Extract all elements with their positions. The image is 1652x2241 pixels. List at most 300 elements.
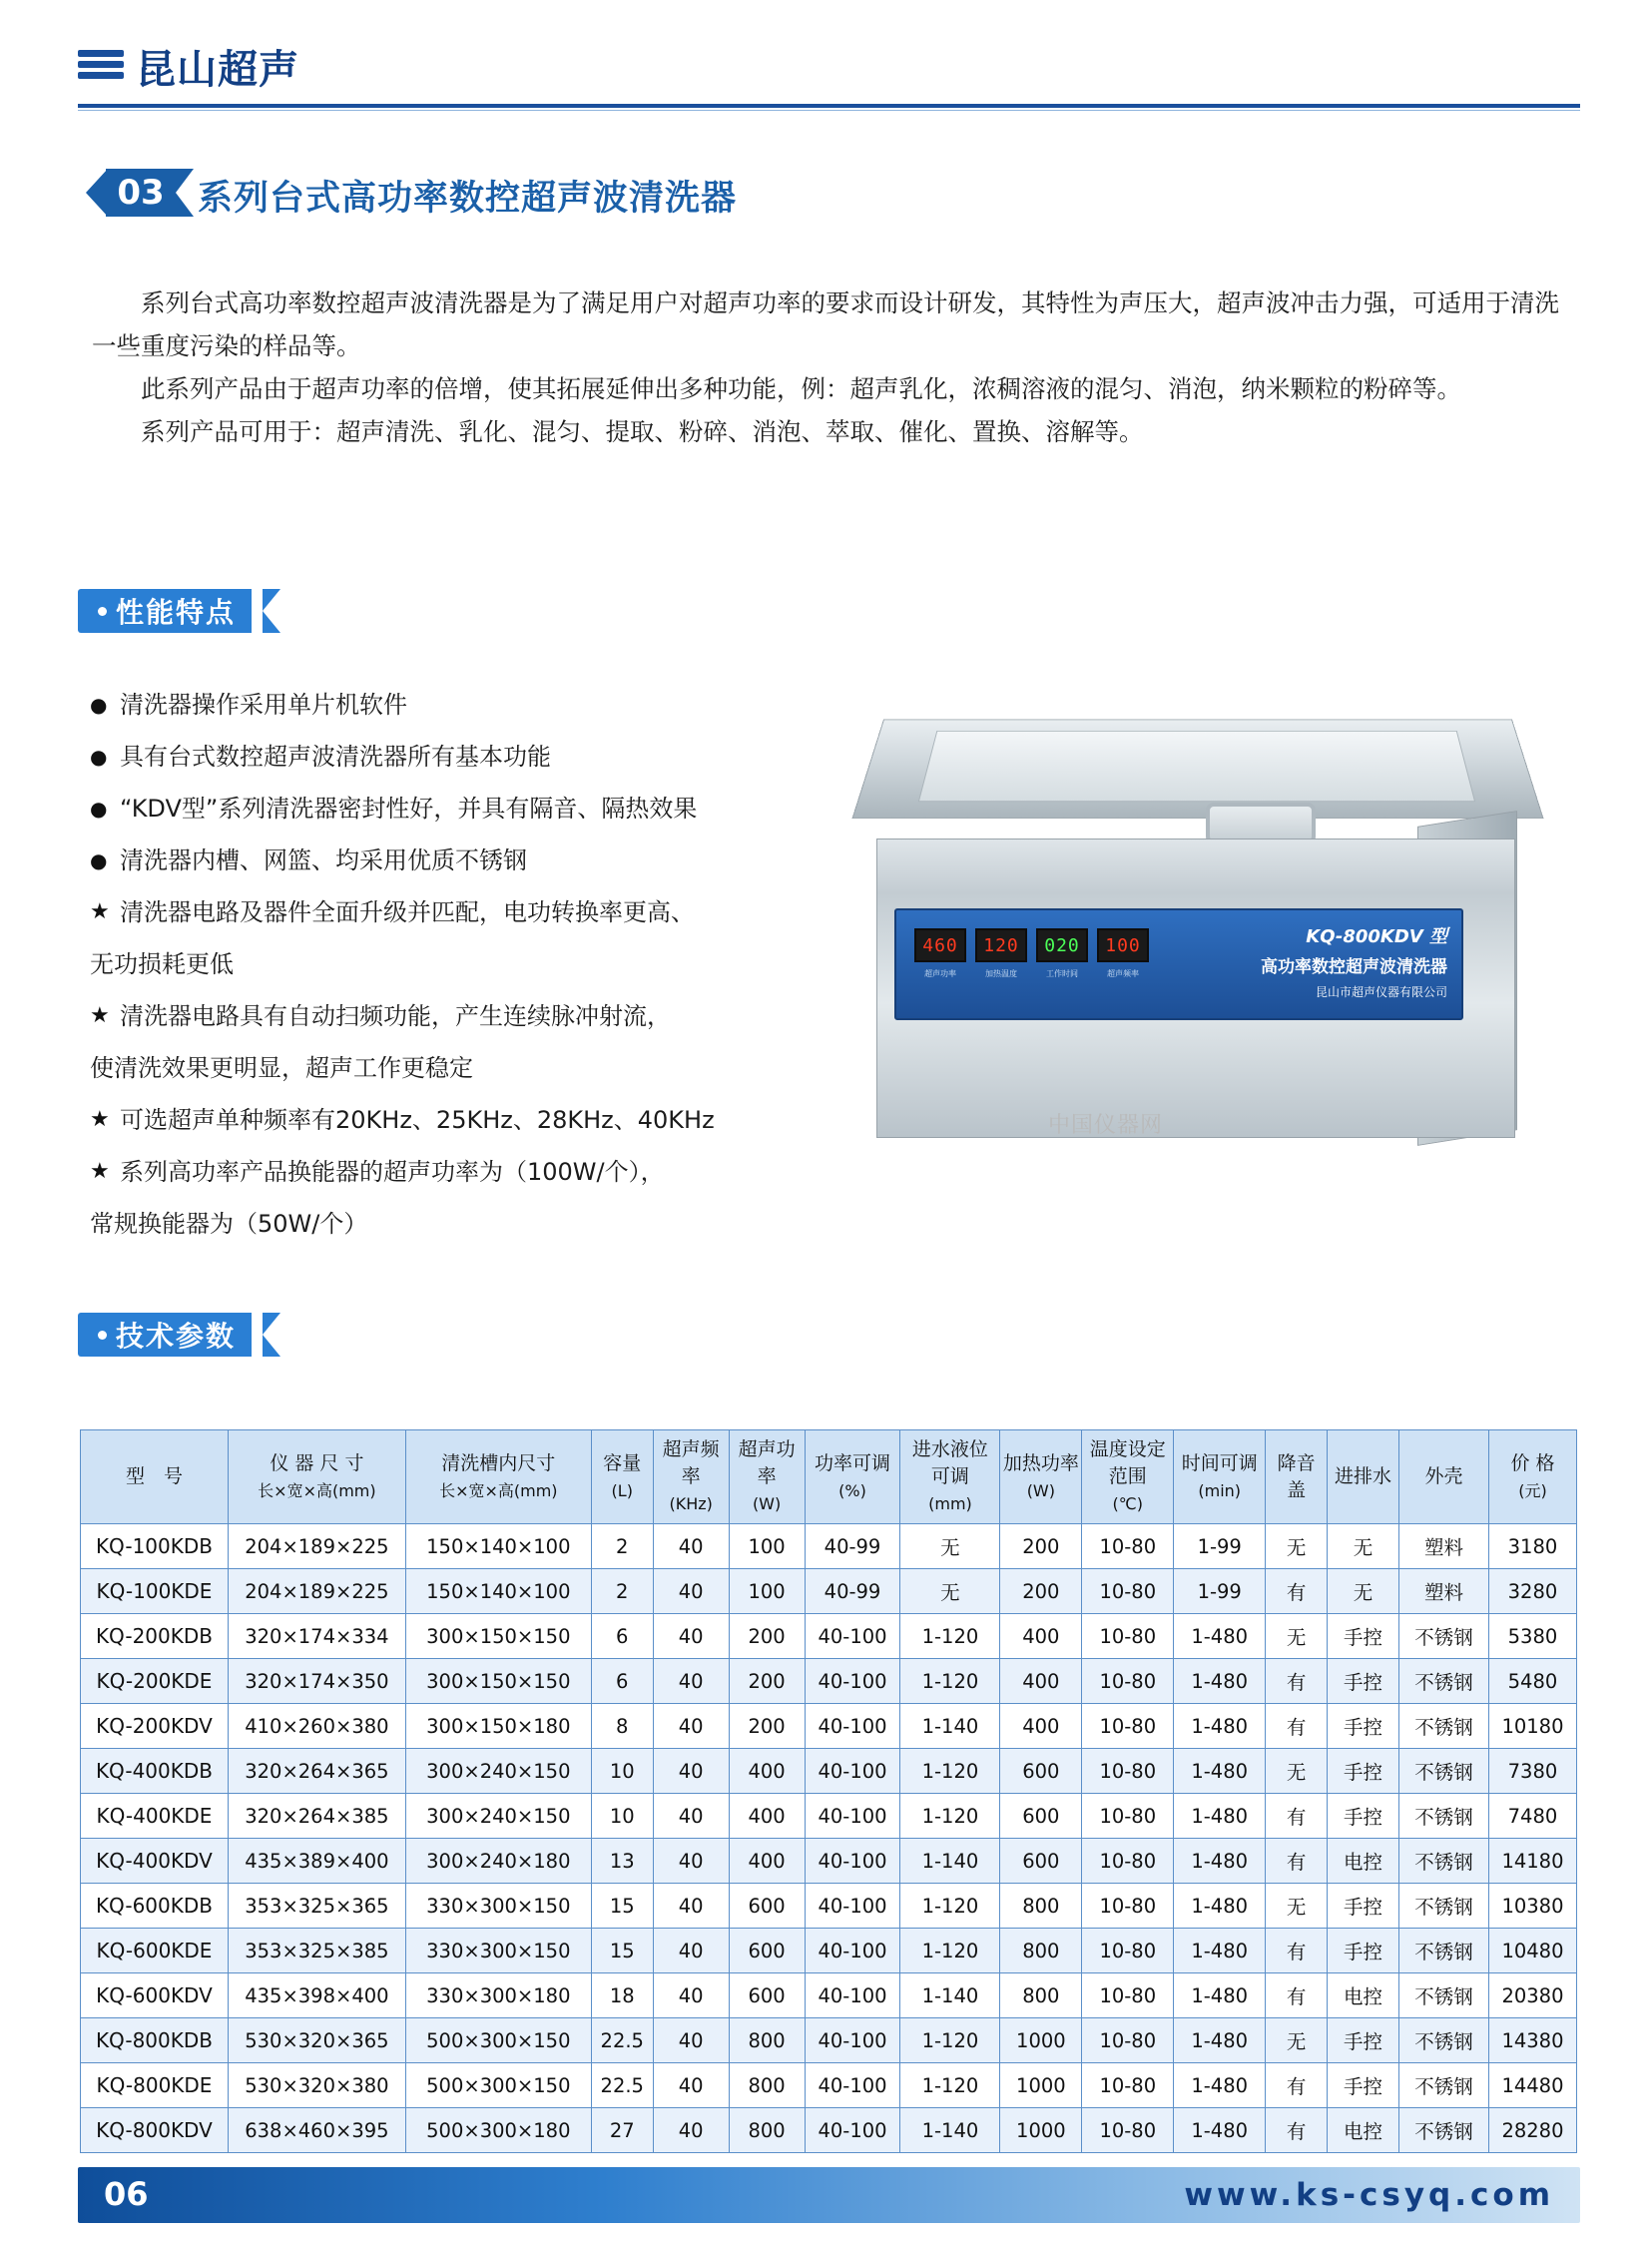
table-cell: 40 (653, 2018, 729, 2063)
table-cell: 40 (653, 2108, 729, 2153)
table-cell: 1-120 (900, 1659, 1000, 1704)
table-cell-model: KQ-400KDV (81, 1839, 229, 1884)
bullet-icon: ● (90, 693, 108, 717)
table-cell-model: KQ-200KDB (81, 1614, 229, 1659)
feature-text: 可选超声单种频率有20KHz、25KHz、28KHz、40KHz (120, 1106, 715, 1134)
table-cell: 不锈钢 (1398, 1839, 1488, 1884)
star-bullet-icon: ★ (90, 899, 110, 924)
params-heading-label: 技术参数 (116, 1320, 237, 1353)
table-cell: 10180 (1488, 1704, 1576, 1749)
table-cell: 800 (729, 2018, 805, 2063)
star-bullet-icon: ★ (90, 1107, 110, 1132)
table-cell: 14480 (1488, 2063, 1576, 2108)
table-cell: 800 (1000, 1884, 1082, 1929)
table-header-row (81, 1430, 1577, 1524)
table-cell: 6 (591, 1614, 653, 1659)
table-cell: 1-480 (1174, 1839, 1266, 1884)
header-divider-thin (78, 110, 1580, 111)
table-cell: 200 (1000, 1569, 1082, 1614)
table-row (81, 2063, 1577, 2108)
table-cell: 40 (653, 1839, 729, 1884)
footer-website: www.ks-csyq.com (1184, 2177, 1554, 2213)
table-cell: 有 (1266, 1929, 1328, 1973)
col-tank-size: 清洗槽内尺寸 长×宽×高(mm) (405, 1430, 591, 1524)
table-cell: 353×325×385 (228, 1929, 405, 1973)
table-cell: 有 (1266, 2108, 1328, 2153)
table-cell: 电控 (1328, 2108, 1399, 2153)
table-cell: 40-100 (805, 2063, 900, 2108)
table-cell: 1-480 (1174, 1929, 1266, 1973)
table-cell: 200 (1000, 1524, 1082, 1569)
table-cell: 不锈钢 (1398, 1973, 1488, 2018)
product-control-panel (894, 908, 1463, 1020)
table-cell: 10 (591, 1749, 653, 1794)
table-cell-model: KQ-100KDB (81, 1524, 229, 1569)
feature-text: 清洗器电路及器件全面升级并匹配，电功转换率更高、 (120, 898, 695, 926)
feature-item (90, 886, 888, 938)
table-cell: 10-80 (1082, 2018, 1174, 2063)
feature-item (90, 1094, 888, 1146)
table-cell: 40 (653, 1929, 729, 1973)
col-price: 价 格 (元) (1488, 1430, 1576, 1524)
feature-text: 清洗器电路具有自动扫频功能，产生连续脉冲射流， (120, 1002, 671, 1030)
table-cell: 3180 (1488, 1524, 1576, 1569)
feature-item (90, 990, 888, 1042)
table-cell: 不锈钢 (1398, 1614, 1488, 1659)
table-cell: 14180 (1488, 1839, 1576, 1884)
features-heading-tail (263, 589, 280, 633)
table-cell: 1-140 (900, 2108, 1000, 2153)
table-cell: 有 (1266, 1794, 1328, 1839)
banner-number-tail (176, 169, 194, 217)
table-cell: 10-80 (1082, 2063, 1174, 2108)
table-cell: 300×150×150 (405, 1614, 591, 1659)
table-cell: 40-100 (805, 1929, 900, 1973)
table-cell: 330×300×150 (405, 1884, 591, 1929)
table-cell: 无 (1328, 1524, 1399, 1569)
table-cell: 1-120 (900, 1614, 1000, 1659)
table-cell: 不锈钢 (1398, 2018, 1488, 2063)
table-cell-model: KQ-400KDE (81, 1794, 229, 1839)
intro-paragraph-2: 此系列产品由于超声功率的倍增，使其拓展延伸出多种功能，例：超声乳化，浓稠溶液的混匀、消泡，纳米颗粒的粉碎等。 (141, 374, 1461, 403)
table-cell: 1-99 (1174, 1524, 1266, 1569)
params-heading-tail (263, 1313, 280, 1357)
table-cell: 150×140×100 (405, 1569, 591, 1614)
table-cell: 5480 (1488, 1659, 1576, 1704)
table-row (81, 1749, 1577, 1794)
panel-branding (1261, 922, 1447, 1000)
feature-item (90, 731, 888, 783)
table-cell: 10-80 (1082, 1524, 1174, 1569)
feature-item (90, 835, 888, 886)
feature-text: 清洗器操作采用单片机软件 (120, 691, 407, 719)
table-row (81, 1929, 1577, 1973)
table-cell-model: KQ-100KDE (81, 1569, 229, 1614)
table-cell: 10380 (1488, 1884, 1576, 1929)
table-cell: 40 (653, 1749, 729, 1794)
table-cell: 10-80 (1082, 1884, 1174, 1929)
table-cell: 手控 (1328, 1749, 1399, 1794)
table-cell: 600 (729, 1884, 805, 1929)
table-cell: 电控 (1328, 1973, 1399, 2018)
table-cell: 400 (1000, 1614, 1082, 1659)
display-heating-temp: 120 (975, 928, 1027, 962)
table-cell: 40-100 (805, 1973, 900, 2018)
table-cell: 塑料 (1398, 1524, 1488, 1569)
table-cell: 40-100 (805, 1704, 900, 1749)
table-cell: 无 (1266, 2018, 1328, 2063)
table-cell: 100 (729, 1569, 805, 1614)
table-cell: 1-480 (1174, 2108, 1266, 2153)
table-cell: 10-80 (1082, 2108, 1174, 2153)
col-temp-range: 温度设定范围 (℃) (1082, 1430, 1174, 1524)
table-cell: 手控 (1328, 1659, 1399, 1704)
table-row (81, 1704, 1577, 1749)
table-cell: 18 (591, 1973, 653, 2018)
bullet-dot-icon (98, 1331, 107, 1340)
table-cell: 1-120 (900, 1884, 1000, 1929)
table-cell: 无 (1266, 1884, 1328, 1929)
table-cell: 400 (729, 1839, 805, 1884)
table-cell: 1000 (1000, 2063, 1082, 2108)
table-cell: 1-140 (900, 1704, 1000, 1749)
table-row (81, 1614, 1577, 1659)
table-row (81, 2108, 1577, 2153)
watermark-text: 中国仪器网 (1048, 1113, 1164, 1138)
feature-subline: 常规换能器为（50W/个） (90, 1210, 368, 1238)
table-cell: 1-140 (900, 1973, 1000, 2018)
table-cell-model: KQ-200KDV (81, 1704, 229, 1749)
table-row (81, 1524, 1577, 1569)
table-cell: 100 (729, 1524, 805, 1569)
table-cell: 800 (1000, 1929, 1082, 1973)
table-cell: 无 (1266, 1524, 1328, 1569)
table-cell: 塑料 (1398, 1569, 1488, 1614)
table-cell: 400 (729, 1794, 805, 1839)
table-cell: 40 (653, 1884, 729, 1929)
table-row (81, 1659, 1577, 1704)
table-cell: 10-80 (1082, 1929, 1174, 1973)
product-lid-inner (918, 731, 1475, 802)
table-cell: 10-80 (1082, 1614, 1174, 1659)
col-water-inout: 进排水 (1328, 1430, 1399, 1524)
table-cell: 530×320×380 (228, 2063, 405, 2108)
table-cell: 800 (1000, 1973, 1082, 2018)
table-cell: 1-120 (900, 1794, 1000, 1839)
table-cell-model: KQ-800KDB (81, 2018, 229, 2063)
table-cell: 不锈钢 (1398, 1749, 1488, 1794)
brand-logo (78, 38, 299, 95)
table-cell-model: KQ-600KDV (81, 1973, 229, 2018)
table-row (81, 2018, 1577, 2063)
table-cell: 15 (591, 1929, 653, 1973)
spec-table (80, 1429, 1577, 2153)
feature-item (90, 783, 888, 835)
table-cell: 40-99 (805, 1524, 900, 1569)
table-cell: 1-99 (1174, 1569, 1266, 1614)
table-cell: 1-140 (900, 1839, 1000, 1884)
banner-number: 03 (106, 169, 176, 217)
table-cell: 40-100 (805, 1794, 900, 1839)
header-divider (78, 104, 1580, 108)
table-cell: 204×189×225 (228, 1524, 405, 1569)
label-frequency: 超声频率 (1107, 969, 1139, 978)
table-cell: 300×240×180 (405, 1839, 591, 1884)
display-working-time: 020 (1036, 928, 1088, 962)
table-cell: 1-480 (1174, 1704, 1266, 1749)
table-cell: 40 (653, 2063, 729, 2108)
table-cell: 22.5 (591, 2018, 653, 2063)
table-cell: 435×398×400 (228, 1973, 405, 2018)
feature-item (90, 1146, 888, 1198)
features-heading-ribbon (78, 589, 252, 633)
label-ultrasonic-power: 超声功率 (924, 969, 956, 978)
table-cell: 500×300×180 (405, 2108, 591, 2153)
table-cell: 638×460×395 (228, 2108, 405, 2153)
table-cell: 300×150×180 (405, 1704, 591, 1749)
table-cell: 320×174×334 (228, 1614, 405, 1659)
table-cell: 40 (653, 1659, 729, 1704)
footer-bar (78, 2167, 1580, 2223)
table-cell: 7480 (1488, 1794, 1576, 1839)
table-cell: 150×140×100 (405, 1524, 591, 1569)
table-cell: 不锈钢 (1398, 2063, 1488, 2108)
table-cell: 手控 (1328, 1884, 1399, 1929)
table-cell: 10-80 (1082, 1973, 1174, 2018)
feature-subline: 使清洗效果更明显，超声工作更稳定 (90, 1054, 473, 1082)
table-cell: 2 (591, 1524, 653, 1569)
table-cell: 1-120 (900, 1749, 1000, 1794)
table-cell: 200 (729, 1614, 805, 1659)
table-cell: 手控 (1328, 2018, 1399, 2063)
page-header (0, 0, 1652, 112)
brand-name: 昆山超声 (136, 47, 299, 93)
display-frequency: 100 (1097, 928, 1149, 962)
table-cell: 40-100 (805, 1659, 900, 1704)
table-cell: 40-100 (805, 1614, 900, 1659)
page-footer (0, 2149, 1652, 2241)
table-cell: 40 (653, 1569, 729, 1614)
table-cell: 有 (1266, 2063, 1328, 2108)
page-title: 系列台式高功率数控超声波清洗器 (198, 179, 738, 219)
table-cell: 330×300×150 (405, 1929, 591, 1973)
table-cell: 20380 (1488, 1973, 1576, 2018)
table-cell-model: KQ-600KDB (81, 1884, 229, 1929)
table-cell: 200 (729, 1704, 805, 1749)
table-cell: 800 (729, 2063, 805, 2108)
table-cell: 400 (1000, 1704, 1082, 1749)
table-cell-model: KQ-600KDE (81, 1929, 229, 1973)
table-cell: 600 (729, 1929, 805, 1973)
table-cell: 28280 (1488, 2108, 1576, 2153)
product-photo (858, 699, 1547, 1178)
table-cell: 400 (1000, 1659, 1082, 1704)
table-cell: 500×300×150 (405, 2063, 591, 2108)
spec-table-wrap (80, 1429, 1577, 2153)
table-cell: 600 (1000, 1839, 1082, 1884)
col-sound-cover: 降音盖 (1266, 1430, 1328, 1524)
product-lid (851, 720, 1543, 820)
table-cell: 320×264×385 (228, 1794, 405, 1839)
table-cell: 530×320×365 (228, 2018, 405, 2063)
spec-table-body (81, 1524, 1577, 2153)
table-cell: 无 (1266, 1614, 1328, 1659)
table-cell: 1-120 (900, 1929, 1000, 1973)
feature-text: 系列高功率产品换能器的超声功率为（100W/个）， (120, 1158, 665, 1186)
col-heating-power: 加热功率 (W) (1000, 1430, 1082, 1524)
panel-display-labels (914, 968, 1149, 979)
table-cell: 40-100 (805, 1884, 900, 1929)
table-cell: 1-120 (900, 2018, 1000, 2063)
col-shell: 外壳 (1398, 1430, 1488, 1524)
table-cell: 不锈钢 (1398, 2108, 1488, 2153)
table-cell: 5380 (1488, 1614, 1576, 1659)
table-cell: 10480 (1488, 1929, 1576, 1973)
table-cell: 40-100 (805, 2108, 900, 2153)
table-cell: 无 (1266, 1749, 1328, 1794)
table-cell: 6 (591, 1659, 653, 1704)
table-cell: 40-100 (805, 1839, 900, 1884)
table-cell: 1-480 (1174, 1794, 1266, 1839)
star-bullet-icon: ★ (90, 1003, 110, 1028)
table-cell: 10-80 (1082, 1839, 1174, 1884)
col-frequency: 超声频率 (KHz) (653, 1430, 729, 1524)
bullet-dot-icon (98, 607, 107, 616)
col-power-adjust: 功率可调 (%) (805, 1430, 900, 1524)
table-cell: 有 (1266, 1704, 1328, 1749)
table-cell: 手控 (1328, 1704, 1399, 1749)
table-cell: 手控 (1328, 1794, 1399, 1839)
table-cell: 7380 (1488, 1749, 1576, 1794)
table-cell: 1-480 (1174, 1884, 1266, 1929)
col-capacity: 容量 (L) (591, 1430, 653, 1524)
panel-company: 昆山市超声仪器有限公司 (1315, 985, 1447, 999)
table-cell: 13 (591, 1839, 653, 1884)
table-cell-model: KQ-200KDE (81, 1659, 229, 1704)
table-cell: 无 (900, 1569, 1000, 1614)
table-cell: 1-480 (1174, 1749, 1266, 1794)
table-cell: 40-100 (805, 1749, 900, 1794)
params-heading-ribbon (78, 1313, 252, 1357)
table-cell: 40 (653, 1704, 729, 1749)
table-cell: 1-480 (1174, 2063, 1266, 2108)
table-cell: 不锈钢 (1398, 1659, 1488, 1704)
table-cell: 1000 (1000, 2018, 1082, 2063)
table-cell: 不锈钢 (1398, 1794, 1488, 1839)
feature-text: “KDV型”系列清洗器密封性好，并具有隔音、隔热效果 (120, 795, 698, 823)
bullet-icon: ● (90, 848, 108, 872)
table-cell: 300×240×150 (405, 1794, 591, 1839)
table-cell: 204×189×225 (228, 1569, 405, 1614)
display-ultrasonic-power: 460 (914, 928, 966, 962)
feature-text: 具有台式数控超声波清洗器所有基本功能 (120, 743, 551, 771)
table-cell: 22.5 (591, 2063, 653, 2108)
feature-text: 清洗器内槽、网篮、均采用优质不锈钢 (120, 846, 527, 874)
table-cell: 353×325×365 (228, 1884, 405, 1929)
feature-subline: 无功损耗更低 (90, 950, 234, 978)
table-cell: 600 (1000, 1794, 1082, 1839)
table-cell: 40 (653, 1524, 729, 1569)
table-cell-model: KQ-800KDV (81, 2108, 229, 2153)
table-cell: 3280 (1488, 1569, 1576, 1614)
table-cell: 不锈钢 (1398, 1929, 1488, 1973)
table-cell: 10-80 (1082, 1794, 1174, 1839)
wave-lines-icon (78, 47, 124, 87)
table-cell: 200 (729, 1659, 805, 1704)
table-cell: 27 (591, 2108, 653, 2153)
spec-table-head (81, 1430, 1577, 1524)
intro-text (92, 281, 1579, 453)
table-cell: 1-480 (1174, 1973, 1266, 2018)
table-cell: 40 (653, 1973, 729, 2018)
table-cell: 2 (591, 1569, 653, 1614)
table-row (81, 1569, 1577, 1614)
table-row (81, 1884, 1577, 1929)
table-cell: 10-80 (1082, 1569, 1174, 1614)
col-device-size: 仪 器 尺 寸 长×宽×高(mm) (228, 1430, 405, 1524)
table-cell: 400 (729, 1749, 805, 1794)
col-time-adjust: 时间可调 (min) (1174, 1430, 1266, 1524)
table-cell: 300×150×150 (405, 1659, 591, 1704)
col-ultrasonic-power: 超声功率 (W) (729, 1430, 805, 1524)
banner-arrow-icon (86, 169, 108, 217)
table-cell: 410×260×380 (228, 1704, 405, 1749)
table-cell: 600 (729, 1973, 805, 2018)
table-cell: 40 (653, 1614, 729, 1659)
table-cell: 40 (653, 1794, 729, 1839)
feature-item (90, 679, 888, 731)
table-cell: 有 (1266, 1659, 1328, 1704)
features-list (90, 679, 888, 1250)
table-row (81, 1973, 1577, 2018)
panel-displays (914, 928, 1149, 962)
table-cell: 320×174×350 (228, 1659, 405, 1704)
table-cell: 300×240×150 (405, 1749, 591, 1794)
table-cell: 8 (591, 1704, 653, 1749)
label-working-time: 工作时间 (1046, 969, 1078, 978)
table-cell: 1000 (1000, 2108, 1082, 2153)
table-cell: 10 (591, 1794, 653, 1839)
table-cell: 320×264×365 (228, 1749, 405, 1794)
table-cell: 电控 (1328, 1839, 1399, 1884)
panel-model: KQ-800KDV 型 (1306, 926, 1447, 947)
table-cell: 不锈钢 (1398, 1704, 1488, 1749)
table-cell: 有 (1266, 1569, 1328, 1614)
table-cell: 手控 (1328, 2063, 1399, 2108)
table-cell: 有 (1266, 1839, 1328, 1884)
table-cell: 500×300×150 (405, 2018, 591, 2063)
table-cell: 800 (729, 2108, 805, 2153)
table-cell: 14380 (1488, 2018, 1576, 2063)
table-cell: 10-80 (1082, 1659, 1174, 1704)
col-water-level: 进水液位可调 (mm) (900, 1430, 1000, 1524)
table-cell: 手控 (1328, 1929, 1399, 1973)
table-cell: 600 (1000, 1749, 1082, 1794)
table-cell: 1-480 (1174, 1614, 1266, 1659)
col-model: 型 号 (81, 1430, 229, 1524)
table-cell: 435×389×400 (228, 1839, 405, 1884)
section-title-banner (78, 165, 1580, 221)
table-cell: 330×300×180 (405, 1973, 591, 2018)
bullet-icon: ● (90, 797, 108, 821)
table-cell: 1-480 (1174, 1659, 1266, 1704)
table-cell: 40-100 (805, 2018, 900, 2063)
star-bullet-icon: ★ (90, 1159, 110, 1184)
table-cell: 无 (900, 1524, 1000, 1569)
intro-paragraph-3: 系列产品可用于：超声清洗、乳化、混匀、提取、粉碎、消泡、萃取、催化、置换、溶解等。 (141, 417, 1144, 446)
features-heading-label: 性能特点 (116, 596, 237, 629)
table-cell: 40-99 (805, 1569, 900, 1614)
